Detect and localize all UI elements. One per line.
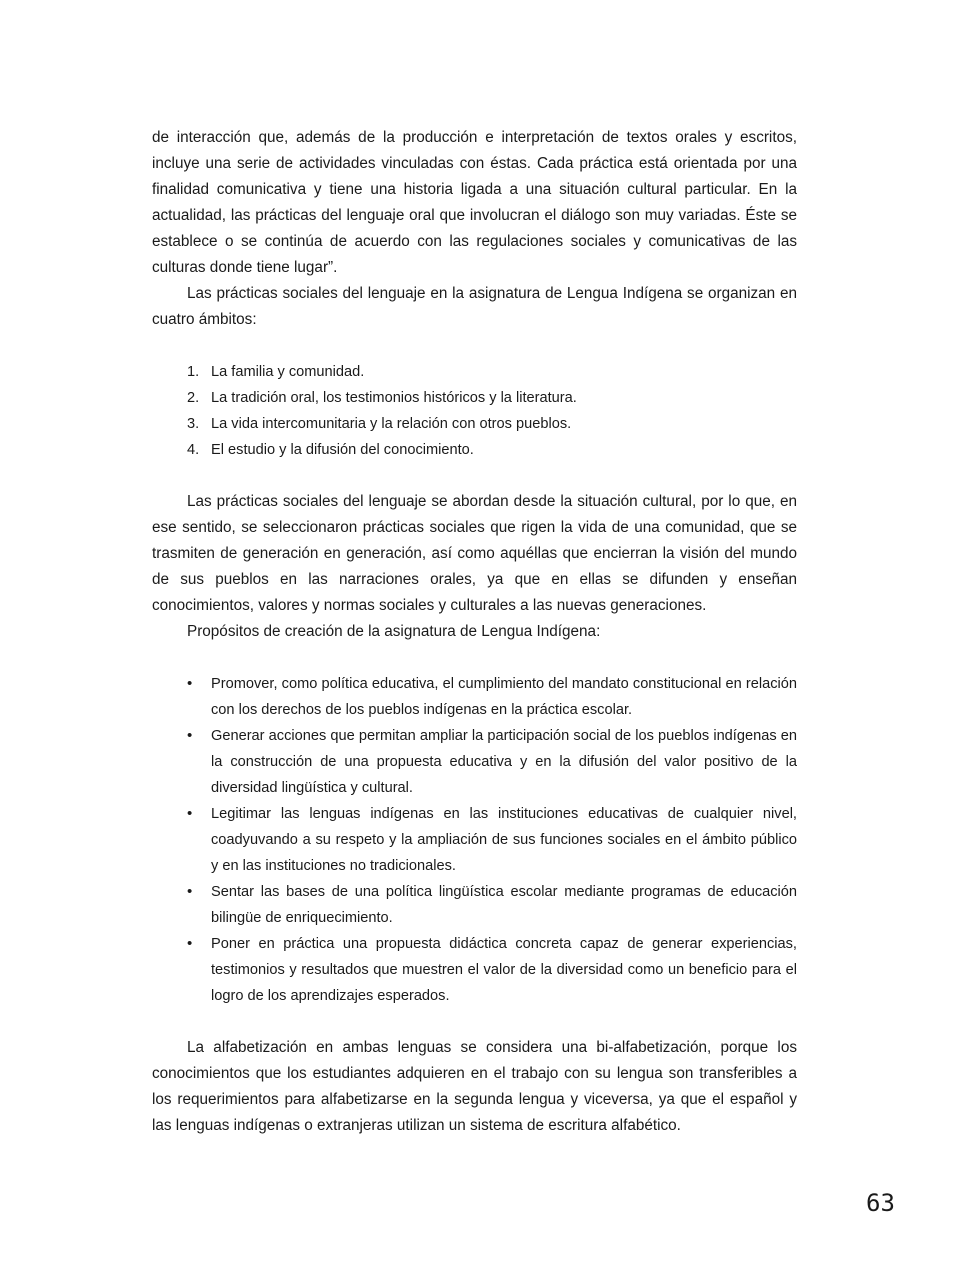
list-item-text: Promover, como política educativa, el cumplimiento del mandato constitucional en relación con los derechos de los pueblos indígenas en la práctica escolar.: [211, 676, 797, 718]
list-item-number: 1.: [187, 364, 200, 380]
spacer: [152, 333, 797, 359]
list-item-text: La tradición oral, los testimonios históricos y la literatura.: [211, 390, 577, 406]
list-item: [152, 879, 797, 931]
list-item: [152, 437, 797, 463]
document-body: [152, 125, 797, 1139]
paragraph-intro-continuation: de interacción que, además de la producción e interpretación de textos orales y escritos, incluye una serie de actividades vinculadas con éstas. Cada práctica está orientada por una finalidad comunicativa y tiene una historia ligada a una situación cultural particular. En la actualidad, las prácticas del lenguaje oral que involucran el diálogo son muy variadas. Éste se establece o se continúa de acuerdo con las regulaciones sociales y comunicativas de las culturas donde tiene lugar”.: [152, 129, 797, 276]
list-item-text: Generar acciones que permitan ampliar la participación social de los pueblos indígenas en la construcción de una propuesta educativa y en la difusión del valor positivo de la diversidad lingüística y cultural.: [211, 728, 797, 796]
bullet-icon: •: [187, 675, 193, 692]
propositos-list: [152, 671, 797, 1009]
list-item: [152, 359, 797, 385]
list-item: [152, 723, 797, 801]
page-number: 63: [866, 1189, 895, 1217]
list-item-text: Legitimar las lenguas indígenas en las instituciones educativas de cualquier nivel, coadyuvando a su respeto y la ampliación de sus funciones sociales en el ámbito público y en las instituciones no tradicionales.: [211, 806, 797, 874]
list-item-number: 2.: [187, 390, 200, 406]
list-item-text: La familia y comunidad.: [211, 364, 365, 380]
list-item-text: La vida intercomunitaria y la relación con otros pueblos.: [211, 416, 572, 432]
list-item-number: 4.: [187, 442, 200, 458]
list-item: [152, 931, 797, 1009]
list-item-text: Poner en práctica una propuesta didáctica concreta capaz de generar experiencias, testimonios y resultados que muestren el valor de la diversidad como un beneficio para el logro de los aprendizajes esperados.: [211, 936, 797, 1004]
bullet-icon: •: [187, 805, 193, 822]
spacer: [152, 463, 797, 489]
list-item-text: Sentar las bases de una política lingüística escolar mediante programas de educación bilingüe de enriquecimiento.: [211, 884, 797, 926]
spacer: [152, 1009, 797, 1035]
list-item: [152, 411, 797, 437]
list-item: [152, 671, 797, 723]
ambitos-list: [152, 359, 797, 463]
list-item-text: El estudio y la difusión del conocimiento.: [211, 442, 474, 458]
paragraph-bi-alfabetizacion: La alfabetización en ambas lenguas se considera una bi-alfabetización, porque los conocimientos que los estudiantes adquieren en el trabajo con su lengua son transferibles a los requerimientos para alfabetizarse en la segunda lengua y viceversa, ya que el español y las lenguas indígenas o extranjeras utilizan un sistema de escritura alfabético.: [152, 1039, 797, 1134]
bullet-icon: •: [187, 935, 193, 952]
spacer: [152, 645, 797, 671]
paragraph-propositos-intro: Propósitos de creación de la asignatura de Lengua Indígena:: [187, 623, 601, 640]
paragraph-ambitos-intro: Las prácticas sociales del lenguaje en la asignatura de Lengua Indígena se organizan en cuatro ámbitos:: [152, 285, 797, 328]
bullet-icon: •: [187, 727, 193, 744]
list-item-number: 3.: [187, 416, 200, 432]
paragraph-practicas-sociales: Las prácticas sociales del lenguaje se abordan desde la situación cultural, por lo que, en ese sentido, se seleccionaron prácticas sociales que rigen la vida de una comunidad, que se trasmiten de generación en generación, así como aquéllas que encierran la visión del mundo de sus pueblos en las narraciones orales, ya que en ellas se difunden y enseñan conocimientos, valores y normas sociales y culturales a las nuevas generaciones.: [152, 493, 797, 614]
list-item: [152, 801, 797, 879]
list-item: [152, 385, 797, 411]
bullet-icon: •: [187, 883, 193, 900]
